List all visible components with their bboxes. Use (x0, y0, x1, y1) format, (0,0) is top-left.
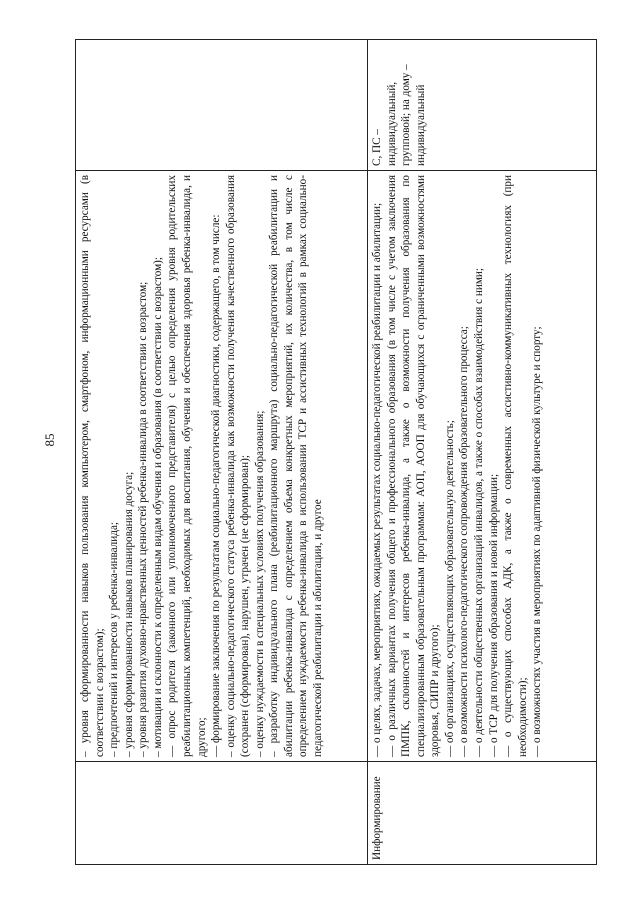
list-item: – разработку индивидуального плана (реабилитационного маршрута) социально-педагогической реабилитации и абилитации ребенка-инвалида с определением объема конкретных мероприятий, их количества, в том числе с определением нуждаемости ребенка-инвалида в использовании ТСР и ассистивных технологий в рамках социально-педагогической реабилитации и абилитации, и другое (268, 175, 324, 757)
services-table (75, 39, 597, 865)
list-item: – оценку социально-педагогического статуса ребенка-инвалида как возможности получения качественного образования (сохранен (сформирован), нарушен, утрачен (не сформирован); (224, 175, 252, 757)
list-item: — о возможности психолого-педагогического сопровождения образовательного процесса; (458, 326, 471, 757)
conditions-cell: С, ПС – индивидуальный, групповой; на дому – индивидуальный (368, 40, 597, 171)
list-item: — о различных вариантах получения общего и профессионального образования (в том числе с учетом заключения ПМПК, склонностей и интересов ребенка-инвалида, а также о возможности получения образования по специализированным образовательным программам: АОП, АООП для обучающихся с ограниченными возможностями здоровья, СИПР и другого); (385, 175, 442, 757)
list-item: — опрос родителя (законного или уполномоченного представителя) с целью определения уровня родительских реабилитационных компетенций, необходимых для воспитания, обучения и обеспечения здоровья ребенка-инвалида, и другого; (166, 175, 208, 757)
list-item: — о ТСР для получения образования и новой информации; (487, 473, 500, 757)
list-item: — о существующих способах АДК, а также о современных ассистивно-коммуникативных технологиях (при необходимости); (502, 175, 529, 757)
row-label-cell (76, 762, 368, 865)
row-label-cell: Информирование (368, 762, 597, 865)
list-item: – уровня сформированности навыков планирования досуга; (122, 471, 135, 757)
list-item: — об организациях, осуществляющих образовательную деятельность; (443, 420, 456, 757)
list-item: — о деятельности общественных организаций инвалидов, а также о способах взаимодействия с ними; (472, 267, 485, 757)
content-cell (76, 171, 368, 762)
list-item: – предпочтений и интересов у ребенка-инвалида; (108, 521, 121, 757)
list-item: – уровня сформированности навыков пользования компьютером, смартфоном, информационными ресурсами (в соответствии с возрастом); (79, 175, 106, 757)
list-item: – мотивации и склонности к определенным видам обучения и образования (в соответствии с возрастом); (151, 256, 164, 757)
list-item: – уровня развития духовно-нравственных ценностей ребенка-инвалида в соответствии с возрастом; (137, 281, 150, 757)
content-cell (368, 171, 597, 762)
table-row (368, 40, 597, 865)
conditions-cell (76, 40, 368, 171)
table-row (76, 40, 368, 865)
list-item: — о целях, задачах, мероприятиях, ожидаемых результатах социально-педагогической реабилитации и абилитации; (371, 202, 383, 757)
list-item: — формирование заключения по результатам социально-педагогической диагностики, содержащего, в том числе: (210, 214, 223, 757)
list-item: — о возможностях участия в мероприятиях по адаптивной физической культуре и спорту; (531, 326, 544, 757)
list-item: – оценку нуждаемости в специальных условиях получения образования; (253, 410, 266, 757)
page-number: 85 (42, 433, 57, 447)
